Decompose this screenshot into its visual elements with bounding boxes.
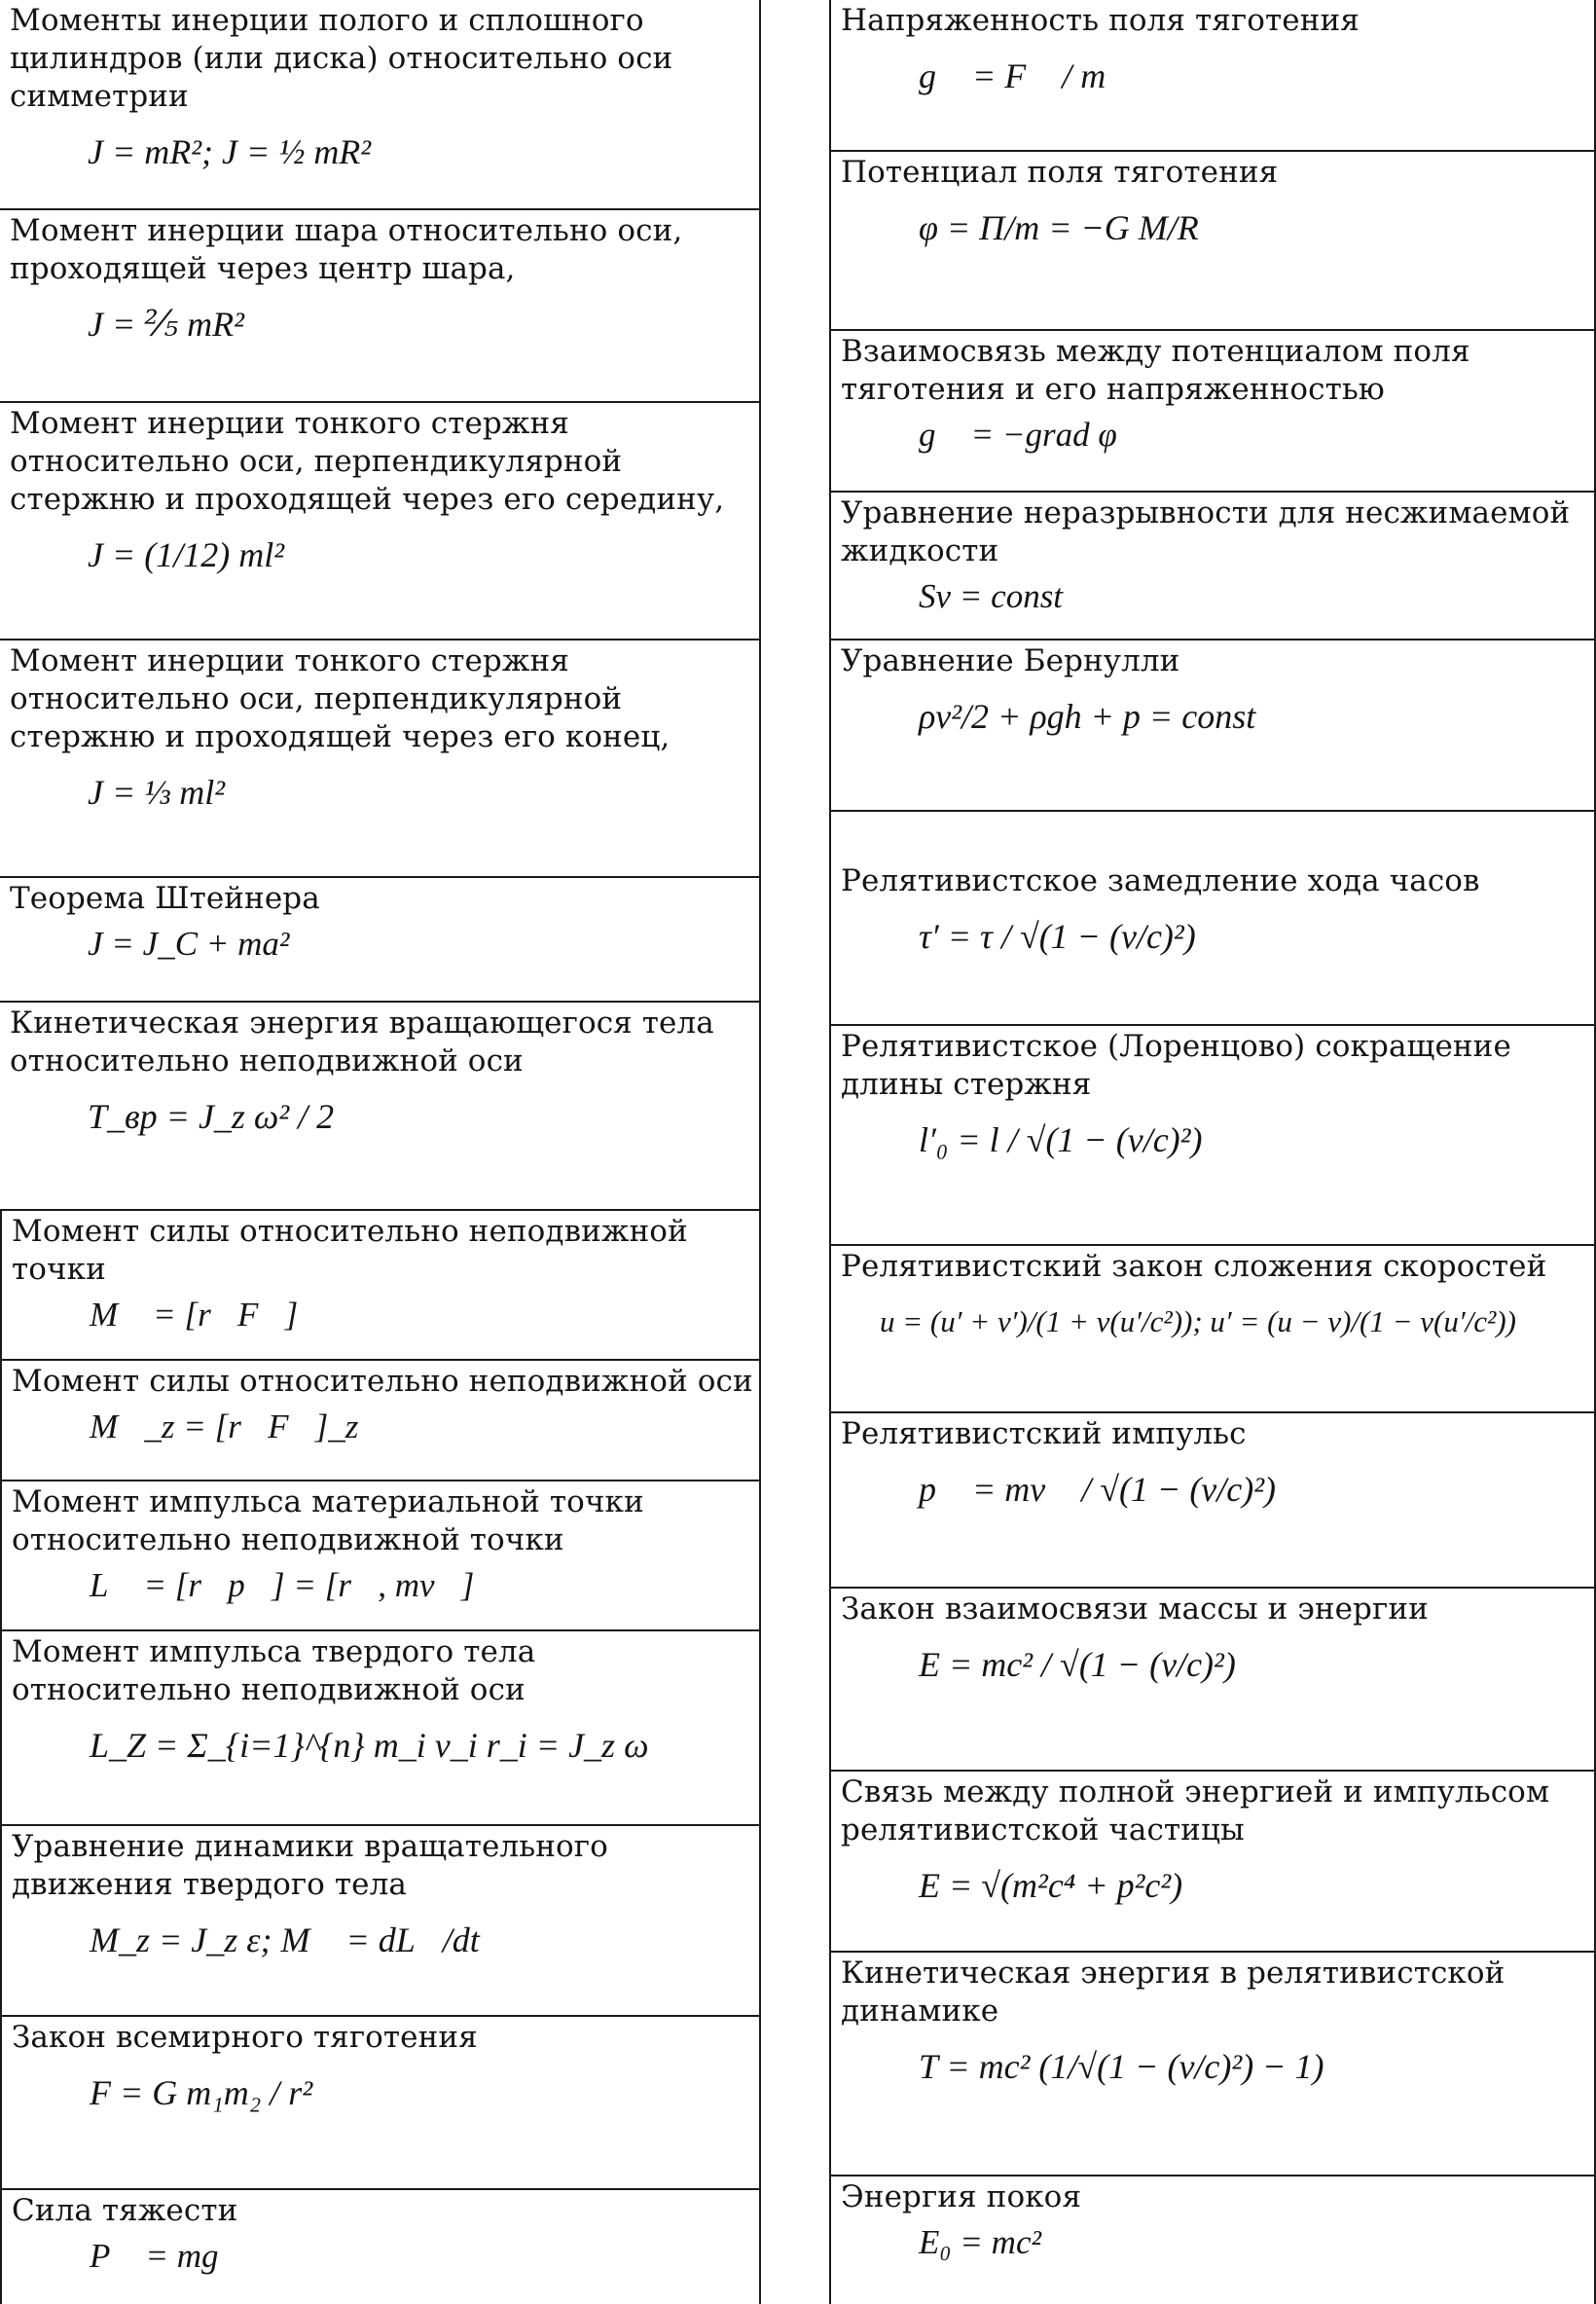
formula-box	[0, 1631, 761, 1826]
formula: J = ⅓ ml²	[88, 773, 226, 812]
formula: J = mR²; J = ½ mR²	[88, 132, 372, 171]
formula: τ′ = τ / √(1 − (v/c)²)	[919, 917, 1196, 956]
formula-label: Момент инерции тонкого стержня относительно оси, перпендикулярной стержню и проходящей через его середину,	[10, 406, 725, 517]
formula-label: Релятивистское замедление хода часов	[841, 863, 1480, 898]
formula-box	[829, 493, 1596, 640]
formula-box	[0, 878, 761, 1003]
formula-label: Сила тяжести	[12, 2193, 238, 2228]
formula: g⃗ = F⃗ / m	[919, 56, 1106, 95]
formula: l′₀ = l / √(1 − (v/c)²)	[919, 1120, 1203, 1159]
formula-label: Кинетическая энергия в релятивистской динамике	[841, 1956, 1505, 2029]
formula-label: Теорема Штейнера	[10, 881, 320, 916]
formula-box	[829, 1026, 1596, 1246]
formula: L⃗ = [r⃗p⃗] = [r⃗, mv⃗]	[90, 1566, 475, 1604]
formula: u = (u′ + v′)/(1 + v(u′/c²)); u′ = (u − v)/(1 − v(u′/c²))	[880, 1304, 1516, 1338]
formula-box	[829, 2176, 1596, 2304]
formula: J = ⅖ mR²	[88, 305, 244, 344]
formula-label: Момент импульса твердого тела относительно неподвижной оси	[12, 1634, 536, 1707]
formula-box	[0, 1826, 761, 2017]
formula: E = √(m²c⁴ + p²c²)	[919, 1866, 1183, 1905]
formula: P⃗ = mg⃗	[90, 2237, 245, 2275]
formula-box	[829, 0, 1596, 152]
formula: p⃗ = mv⃗ / √(1 − (v/c)²)	[919, 1470, 1277, 1509]
formula-label: Закон взаимосвязи массы и энергии	[841, 1591, 1429, 1627]
formula-box	[0, 1481, 761, 1631]
formula-box	[0, 210, 761, 403]
formula-label: Связь между полной энергией и импульсом релятивистской частицы	[841, 1774, 1550, 1847]
formula-box	[829, 152, 1596, 331]
formula-label: Момент импульса материальной точки относительно неподвижной точки	[12, 1484, 644, 1557]
formula-label: Кинетическая энергия вращающегося тела относительно неподвижной оси	[10, 1006, 714, 1079]
formula-box	[0, 1361, 761, 1481]
formula-label: Взаимосвязь между потенциалом поля тяготения и его напряженностью	[841, 334, 1470, 407]
formula-label: Момент инерции тонкого стержня относительно оси, перпендикулярной стержню и проходящей через его конец,	[10, 643, 671, 754]
formula-label: Энергия покоя	[841, 2179, 1082, 2214]
formula-label: Момент силы относительно неподвижной точки	[12, 1214, 688, 1287]
formula-box	[0, 403, 761, 640]
formula-box	[0, 1211, 761, 1361]
formula-box	[829, 1246, 1596, 1413]
formula-box	[0, 0, 761, 210]
formula: Sv = const	[919, 577, 1064, 615]
formula-box	[829, 1589, 1596, 1772]
formula-box	[829, 1953, 1596, 2176]
formula: φ = Π/m = −G M/R	[919, 208, 1199, 247]
formula-box	[829, 812, 1596, 1026]
formula: ρv²/2 + ρgh + p = const	[919, 697, 1256, 736]
formula-box	[0, 640, 761, 878]
formula: F = G m₁m₂ / r²	[90, 2073, 313, 2112]
formula-label: Потенциал поля тяготения	[841, 155, 1279, 190]
formula-label: Уравнение динамики вращательного движения твердого тела	[12, 1829, 608, 1902]
formula: J = J_C + ma²	[88, 925, 290, 963]
formula-label: Релятивистский импульс	[841, 1416, 1247, 1451]
formula-box	[0, 1003, 761, 1211]
formula: M⃗_z = [r⃗F⃗]_z	[90, 1408, 359, 1445]
formula-box	[0, 2190, 761, 2304]
formula-box	[0, 2017, 761, 2190]
formula: E₀ = mc²	[919, 2223, 1041, 2261]
formula-label: Релятивистское (Лоренцово) сокращение длины стержня	[841, 1029, 1511, 1102]
formula-label: Уравнение неразрывности для несжимаемой жидкости	[841, 495, 1571, 568]
formula-box	[829, 1772, 1596, 1953]
formula-label: Момент инерции шара относительно оси, проходящей через центр шара,	[10, 213, 683, 286]
formula: E = mc² / √(1 − (v/c)²)	[919, 1645, 1236, 1684]
formula-label: Закон всемирного тяготения	[12, 2020, 478, 2055]
formula-label: Уравнение Бернулли	[841, 643, 1180, 678]
formula-box	[829, 1413, 1596, 1589]
formula: g⃗ = −grad φ	[919, 416, 1117, 454]
formula: L_Z = Σ_{i=1}^{n} m_i v_i r_i = J_z ω	[90, 1726, 649, 1765]
formula: T_вр = J_z ω² / 2	[88, 1097, 335, 1136]
formula-label: Момент силы относительно неподвижной оси	[12, 1364, 753, 1399]
formula-box	[829, 640, 1596, 812]
formula-label: Релятивистский закон сложения скоростей	[841, 1249, 1547, 1284]
formula: J = (1/12) ml²	[88, 535, 285, 574]
formula-box	[829, 331, 1596, 493]
formula: T = mc² (1/√(1 − (v/c)²) − 1)	[919, 2047, 1324, 2086]
formula: M_z = J_z ε; M⃗ = dL⃗/dt	[90, 1920, 480, 1959]
formula-label: Напряженность поля тяготения	[841, 3, 1360, 38]
formula-label: Моменты инерции полого и сплошного цилиндров (или диска) относительно оси симметрии	[10, 3, 673, 114]
formula: M⃗ = [r⃗F⃗]	[90, 1296, 299, 1334]
